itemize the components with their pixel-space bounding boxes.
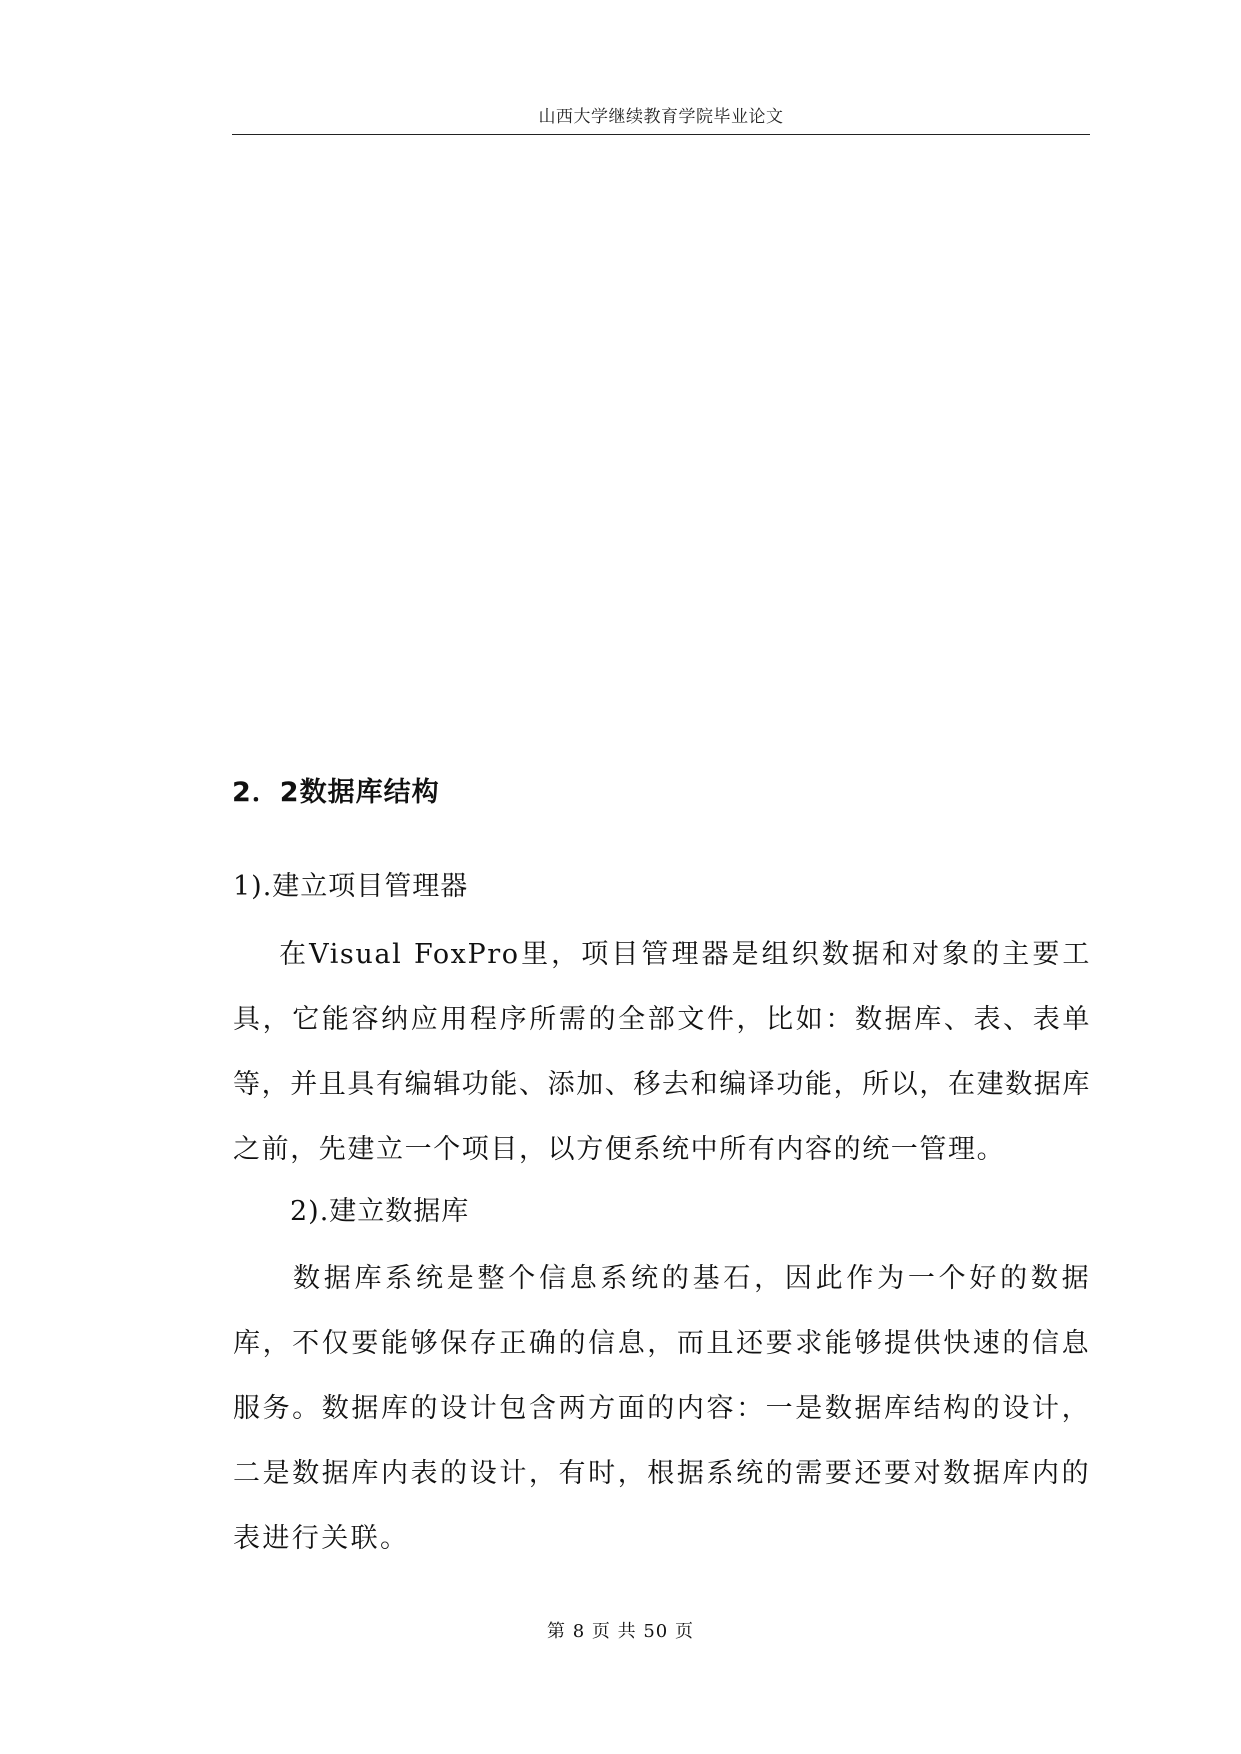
page-header — [232, 100, 1090, 135]
item-2-title: 2).建立数据库 — [290, 1196, 470, 1227]
page-number: 第 8 页 共 50 页 — [547, 1621, 694, 1642]
item-1-paragraph: 在Visual FoxPro里，项目管理器是组织数据和对象的主要工具，它能容纳应用程序所需的全部文件，比如：数据库、表、表单等，并且具有编辑功能、添加、移去和编译功能，所以，在建数据库之前，先建立一个项目，以方便系统中所有内容的统一管理。 — [233, 939, 1091, 1165]
item-1-title: 1).建立项目管理器 — [233, 871, 469, 902]
item-2-paragraph: 数据库系统是整个信息系统的基石，因此作为一个好的数据库，不仅要能够保存正确的信息，而且还要求能够提供快速的信息服务。数据库的设计包含两方面的内容：一是数据库结构的设计，二是数据库内表的设计，有时，根据系统的需要还要对数据库内的表进行关联。 — [233, 1263, 1091, 1554]
header-title: 山西大学继续教育学院毕业论文 — [538, 107, 784, 127]
section-heading: 2．2数据库结构 — [232, 777, 440, 808]
